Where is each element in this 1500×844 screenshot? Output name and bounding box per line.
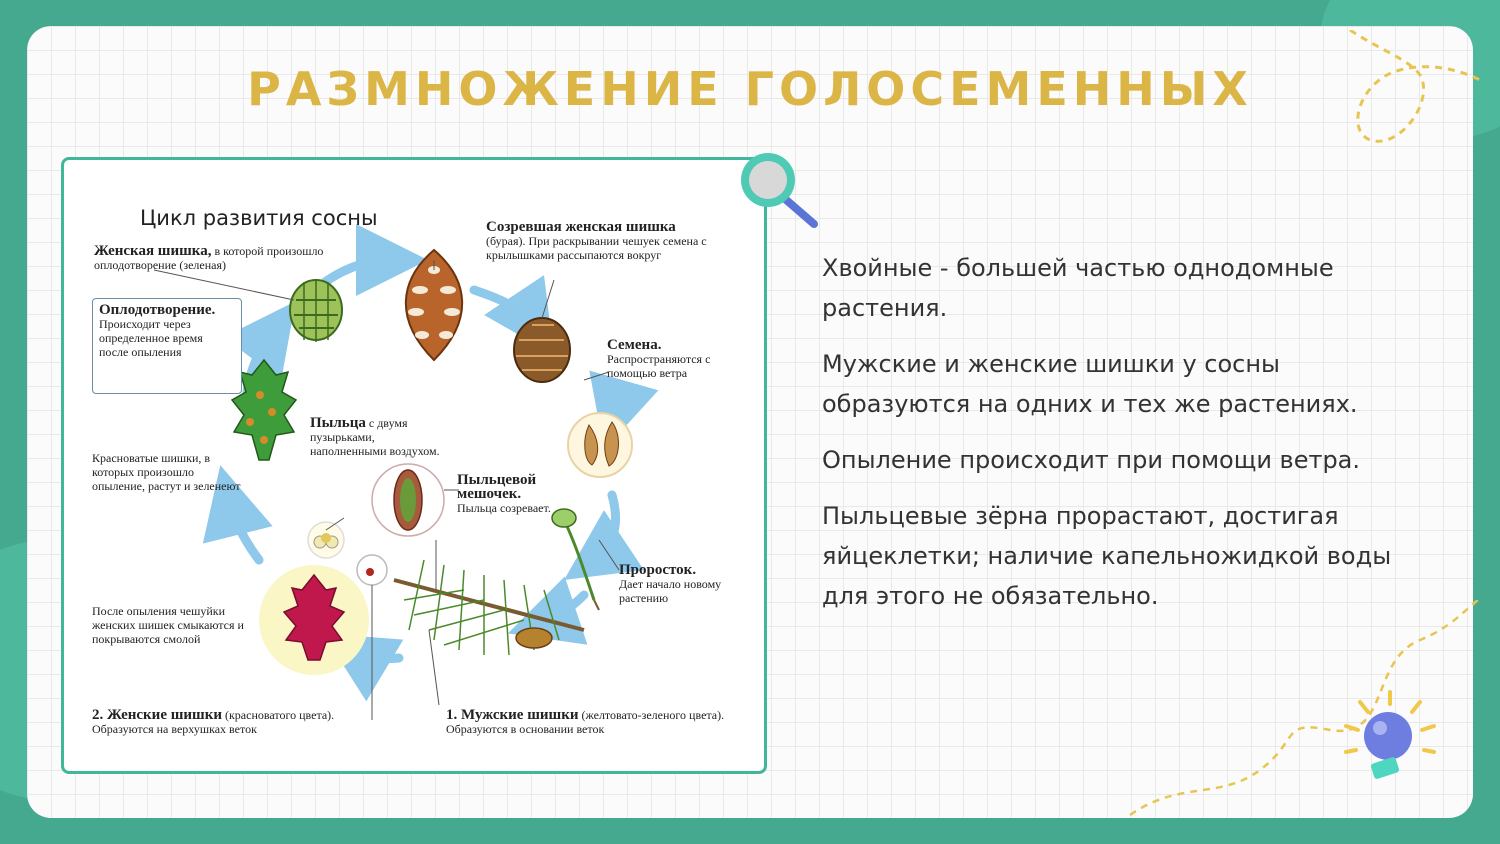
- lightbulb-icon: [1340, 690, 1440, 790]
- label-mature-cone: Созревшая женская шишка (бурая). При раскрывании чешуек семена с крылышками рассыпаются вокруг: [486, 219, 707, 262]
- paragraph: Пыльцевые зёрна прорастают, достигая яйцеклетки; наличие капельножидкой воды для этого не обязательно.: [822, 502, 1392, 610]
- label-reddish-cones: Красноватые шишки, в которых произошло опыление, растут и зеленеют: [92, 451, 241, 493]
- label-seeds: Семена. Распространяются с помощью ветра: [607, 337, 711, 380]
- label-pollen-sac: Пыльцевой мешочек. Пыльца созревает.: [457, 472, 551, 515]
- mature-cone-illustration: [514, 318, 570, 382]
- paragraph: Опыление происходит при помощи ветра.: [822, 446, 1361, 474]
- fertilization-heading: Оплодотворение.: [99, 302, 216, 318]
- label-pollen: Пыльца с двумя пузырьками, наполненными воздухом.: [310, 415, 440, 458]
- seeds-illustration: [568, 413, 632, 477]
- decorative-swirl-top: [1340, 30, 1480, 160]
- green-cone-illustration: [290, 280, 342, 342]
- label-fertilized-cone: Женская шишка, в которой произошло оплодотворение (зеленая): [94, 243, 324, 272]
- fertilization-box: [92, 298, 242, 394]
- paragraph: Хвойные - большей частью однодомные растения.: [822, 254, 1334, 322]
- diagram-title: Цикл развития сосны: [140, 206, 378, 230]
- label-sprout: Проросток. Дает начало новому растению: [619, 562, 722, 605]
- label-female-cones: 2. Женские шишки (красноватого цвета). Образуются на верхушках веток: [92, 707, 335, 736]
- body-text: [822, 248, 1422, 632]
- magnifier-icon: [736, 148, 826, 233]
- label-after-pollination: После опыления чешуйки женских шишек смыкаются и покрываются смолой: [92, 604, 244, 646]
- pine-cycle-figure: [61, 157, 767, 774]
- pine-branch-illustration: [394, 560, 584, 655]
- fertilization-text: Происходит через определенное время после опыления: [99, 317, 203, 359]
- label-male-cones: 1. Мужские шишки (желтовато-зеленого цвета). Образуются в основании веток: [446, 707, 725, 736]
- slide-title: РАЗМНОЖЕНИЕ ГОЛОСЕМЕННЫХ: [247, 62, 1253, 116]
- paragraph: Мужские и женские шишки у сосны образуются на одних и тех же растениях.: [822, 350, 1358, 418]
